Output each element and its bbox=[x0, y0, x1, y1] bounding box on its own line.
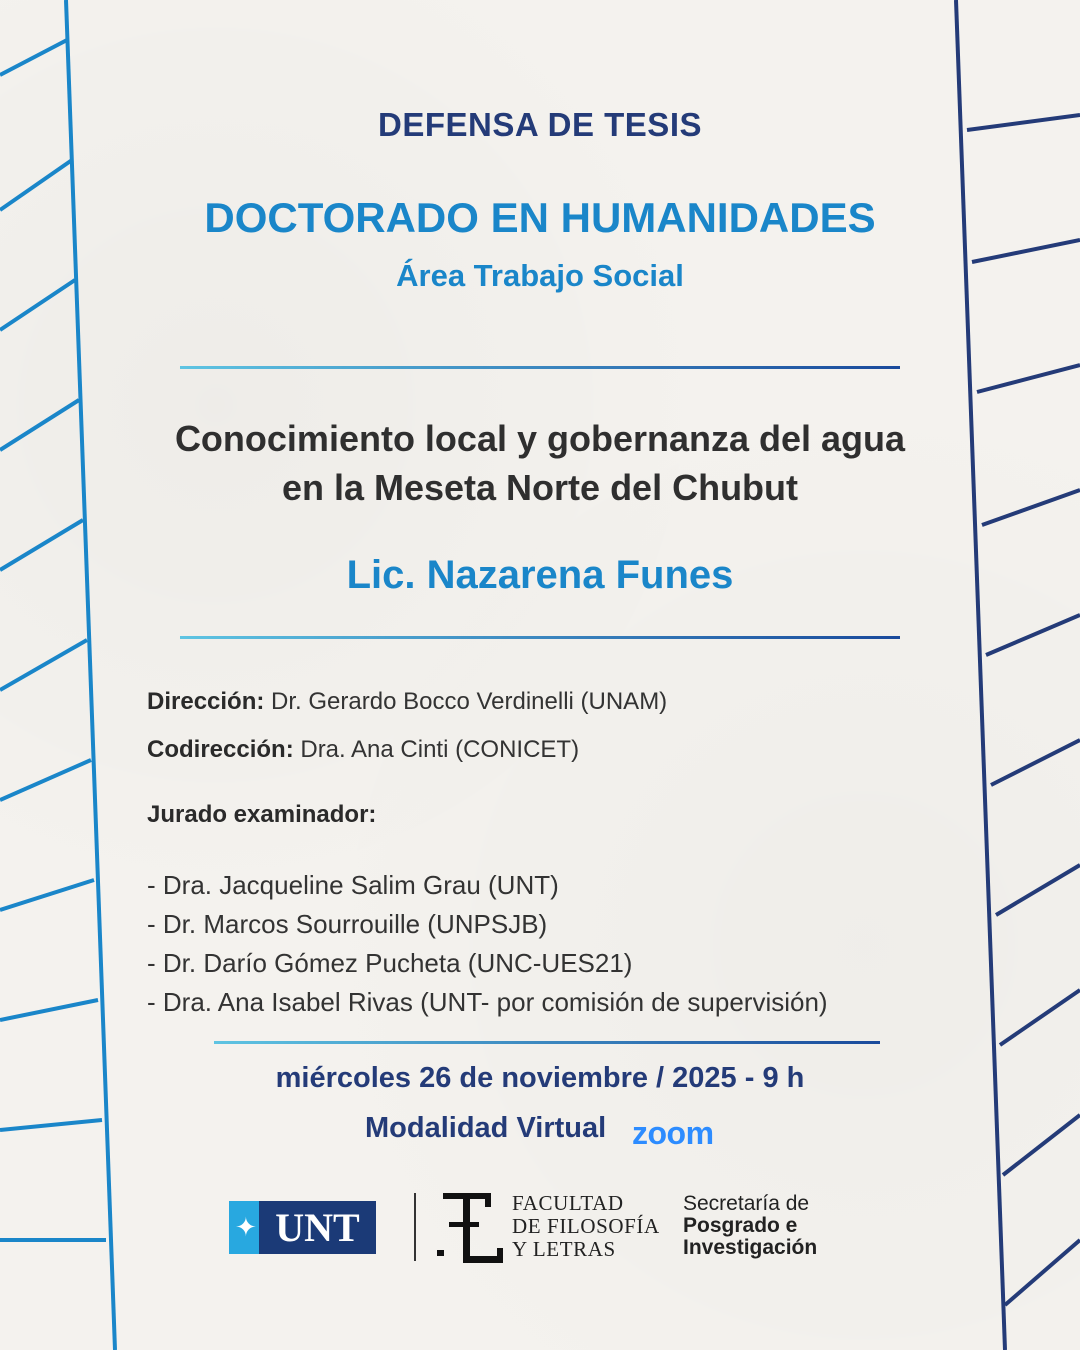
star-icon: ✦ bbox=[235, 1212, 257, 1242]
ffl-monogram-icon bbox=[435, 1190, 505, 1265]
direction-line bbox=[147, 688, 667, 716]
jury-member: - Dr. Darío Gómez Pucheta (UNC-UES21) bbox=[147, 948, 633, 978]
sec-line-3: Investigación bbox=[683, 1236, 818, 1259]
logo-separator bbox=[414, 1193, 416, 1261]
candidate-name: Lic. Nazarena Funes bbox=[346, 553, 734, 597]
sec-line-2: Posgrado e bbox=[683, 1214, 798, 1237]
jury-member: - Dr. Marcos Sourrouille (UNPSJB) bbox=[147, 909, 548, 939]
jury-member: - Dra. Ana Isabel Rivas (UNT- por comisión de supervisión) bbox=[147, 987, 828, 1017]
unt-logo-text: UNT bbox=[259, 1201, 376, 1254]
ffl-line-1: FACULTAD bbox=[512, 1191, 624, 1215]
zoom-logo: zoom bbox=[632, 1115, 714, 1151]
jury-title-text: Jurado examinador: bbox=[147, 801, 377, 828]
jury-list bbox=[147, 866, 828, 1022]
codirection-value: Dra. Ana Cinti (CONICET) bbox=[293, 736, 580, 763]
jury-title bbox=[147, 801, 376, 829]
ffl-line-3: Y LETRAS bbox=[512, 1237, 616, 1261]
thesis-title-line-2: en la Meseta Norte del Chubut bbox=[281, 467, 799, 508]
thesis-title bbox=[0, 414, 1080, 512]
codirection-line bbox=[147, 736, 579, 764]
divider-bottom bbox=[214, 1041, 880, 1044]
secretaria-name bbox=[683, 1193, 817, 1259]
unt-logo bbox=[229, 1201, 376, 1254]
area-subtitle: Área Trabajo Social bbox=[396, 258, 684, 293]
event-date: miércoles 26 de noviembre / 2025 - 9 h bbox=[275, 1062, 805, 1094]
jury-member: - Dra. Jacqueline Salim Grau (UNT) bbox=[147, 870, 559, 900]
ffl-name bbox=[512, 1192, 660, 1261]
program-title: DOCTORADO EN HUMANIDADES bbox=[204, 194, 876, 241]
codirection-label: Codirección: bbox=[147, 736, 294, 763]
direction-label: Dirección: bbox=[147, 688, 265, 715]
event-mode: Modalidad Virtual bbox=[365, 1112, 607, 1144]
divider-middle bbox=[180, 636, 900, 639]
unt-logo-square bbox=[229, 1201, 259, 1254]
thesis-title-line-1: Conocimiento local y gobernanza del agua bbox=[174, 418, 906, 459]
ffl-line-2: DE FILOSOFÍA bbox=[512, 1214, 660, 1238]
sec-line-1: Secretaría de bbox=[683, 1192, 810, 1215]
direction-value: Dr. Gerardo Bocco Verdinelli (UNAM) bbox=[264, 688, 668, 715]
kicker-title: DEFENSA DE TESIS bbox=[378, 106, 702, 143]
divider-top bbox=[180, 366, 900, 369]
